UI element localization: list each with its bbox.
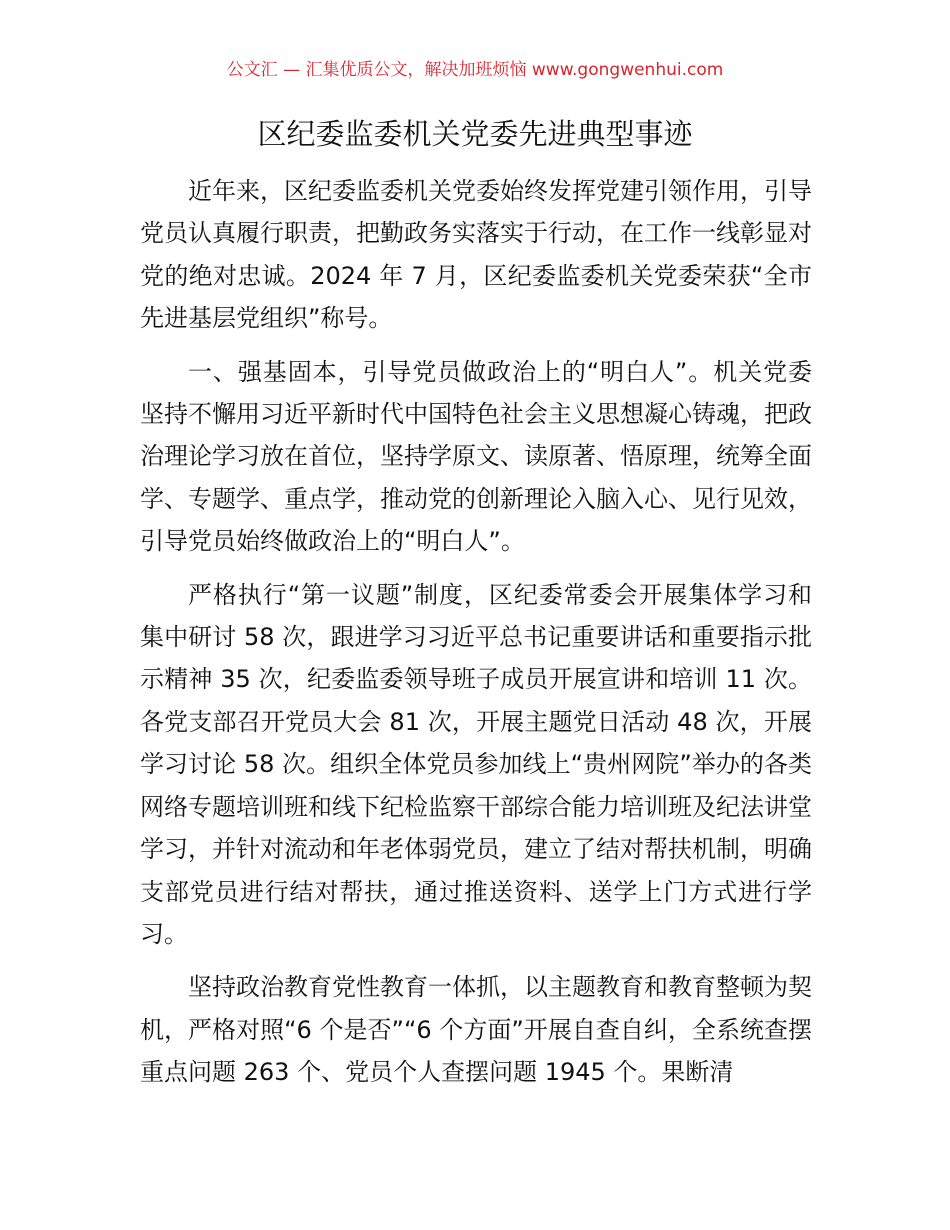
paragraph-section-one: 一、强基固本，引导党员做政治上的“明白人”。机关党委坚持不懈用习近平新时代中国特色社会主义思想凝心铸魂，把政治理论学习放在首位，坚持学原文、读原著、悟原理，统筹全面学、专题学、重点学，推动党的创新理论入脑入心、见行见效，引导党员始终做政治上的“明白人”。	[140, 357, 812, 556]
paragraph-party-education: 坚持政治教育党性教育一体抓，以主题教育和教育整顿为契机，严格对照“6 个是否”“6 个方面”开展自查自纠，全系统查摆重点问题 263 个、党员个人查摆问题 1945 个。果断清	[140, 973, 812, 1087]
document-title: 区纪委监委机关党委先进典型事迹	[257, 117, 693, 151]
document-body	[140, 170, 812, 1105]
paragraph-first-agenda: 严格执行“第一议题”制度，区纪委常委会开展集体学习和集中研讨 58 次，跟进学习习近平总书记重要讲话和重要指示批示精神 35 次，纪委监委领导班子成员开展宣讲和培训 11 次。各党支部召开党员大会 81 次，开展主题党日活动 48 次，开展学习讨论 58 次。组织全体党员参加线上“贵州网院”举办的各类网络专题培训班和线下纪检监察干部综合能力培训班及纪法讲堂学习，并针对流动和年老体弱党员，建立了结对帮扶机制，明确支部党员进行结对帮扶，通过推送资料、送学上门方式进行学习。	[140, 580, 812, 948]
site-watermark-header: 公文汇 — 汇集优质公文，解决加班烦恼 www.gongwenhui.com	[226, 60, 724, 80]
paragraph-intro: 近年来，区纪委监委机关党委始终发挥党建引领作用，引导党员认真履行职责，把勤政务实落实于行动，在工作一线彰显对党的绝对忠诚。2024 年 7 月，区纪委监委机关党委荣获“全市先进基层党组织”称号。	[140, 177, 812, 333]
